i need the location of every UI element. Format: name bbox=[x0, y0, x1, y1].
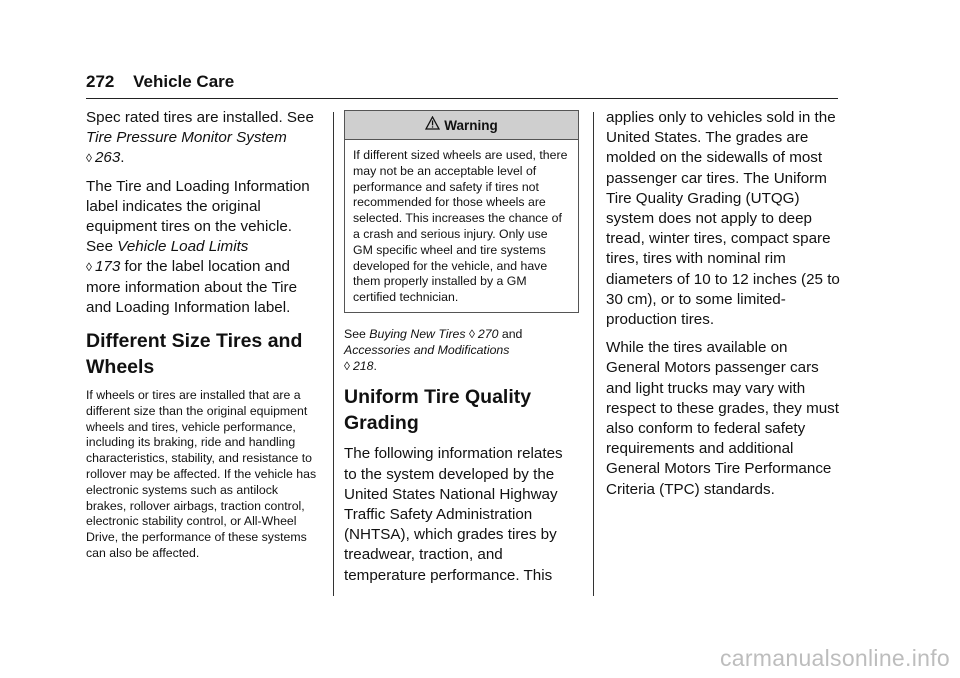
text-span: . bbox=[120, 149, 125, 167]
header-divider bbox=[86, 98, 838, 99]
text-span: Spec rated tires are installed. See bbox=[86, 109, 314, 126]
page-ref-icon: ◊ bbox=[86, 260, 92, 275]
page-ref-icon: ◊ bbox=[344, 358, 350, 373]
xref-page[interactable]: 173 bbox=[94, 258, 121, 276]
column-2 bbox=[344, 110, 579, 594]
column-3 bbox=[606, 108, 841, 508]
paragraph-different-size: If wheels or tires are installed that are a different size than the original equipment wheels and tires, vehicle performance, including its braking, ride and handling characteristics, stability, and resistance to rollover may be affected. If the vehicle has electronic systems such as antilock brakes, rollover airbags, traction control, electronic stability control, or All-Wheel Drive, the performance of these systems can also be affected. bbox=[86, 388, 317, 560]
page-header bbox=[86, 72, 234, 92]
xref-buying-tires[interactable]: Buying New Tires bbox=[369, 326, 466, 341]
xref-page[interactable]: 263 bbox=[94, 149, 121, 167]
xref-page[interactable]: 218 bbox=[352, 358, 374, 373]
xref-load-limits[interactable]: Vehicle Load Limits bbox=[117, 238, 249, 256]
text-span: . bbox=[373, 358, 377, 373]
warning-triangle-icon bbox=[425, 116, 440, 133]
paragraph-spec-rated bbox=[86, 108, 321, 169]
watermark: carmanualsonline.info bbox=[719, 645, 950, 671]
section-title: Vehicle Care bbox=[133, 72, 235, 91]
column-divider-1 bbox=[333, 112, 334, 596]
warning-title: Warning bbox=[444, 118, 498, 133]
text-span: and bbox=[498, 326, 523, 341]
page-number: 272 bbox=[86, 72, 115, 91]
paragraph-loading-label bbox=[86, 177, 321, 318]
heading-utqg: Uniform Tire Quality Grading bbox=[344, 386, 532, 435]
page-ref-icon: ◊ bbox=[468, 326, 475, 341]
page-ref-icon: ◊ bbox=[86, 151, 92, 166]
warning-box bbox=[344, 110, 579, 313]
paragraph-utqg-intro: The following information relates to the system developed by the United States National Highway Traffic Safety Administration (NHTSA), which grades tires by treadwear, traction, and temperature performance. This bbox=[344, 445, 563, 584]
column-1 bbox=[86, 108, 321, 568]
column-divider-2 bbox=[593, 112, 594, 596]
xref-page[interactable]: 270 bbox=[477, 326, 499, 341]
warning-header bbox=[345, 111, 578, 140]
text-span: See bbox=[344, 326, 370, 341]
paragraph-see-also bbox=[344, 327, 579, 374]
text-span: The Tire and Loading Information label indicates the original equipment tires on the vehicle. See bbox=[86, 177, 310, 256]
xref-tpms[interactable]: Tire Pressure Monitor System bbox=[86, 129, 287, 147]
heading-different-size: Different Size Tires and Wheels bbox=[86, 330, 303, 379]
warning-text: If different sized wheels are used, there may not be an acceptable level of performance and safety if tires not recommended for those wheels are selected. This increases the chance of a crash and serious injury. Only use GM specific wheel and tire systems developed for the vehicle, and have them properly installed by a GM certified technician. bbox=[353, 148, 568, 305]
paragraph-gm-tpc: While the tires available on General Motors passenger cars and light trucks may vary with respect to these grades, they must also conform to federal safety requirements and additional General Motors Tire Performance Criteria (TPC) standards. bbox=[606, 339, 839, 498]
paragraph-utqg-applies: applies only to vehicles sold in the United States. The grades are molded on the sidewalls of most passenger car tires. The Uniform Tire Quality Grading (UTQG) system does not apply to deep tread, winter tires, compact spare tires, tires with nominal rim diameters of 10 to 12 inches (25 to 30 cm), or to some limited-production tires. bbox=[606, 109, 840, 329]
xref-accessories[interactable]: Accessories and Modifications bbox=[344, 342, 510, 357]
text-span: for the label location and more information about the Tire and Loading Information label. bbox=[86, 258, 298, 316]
